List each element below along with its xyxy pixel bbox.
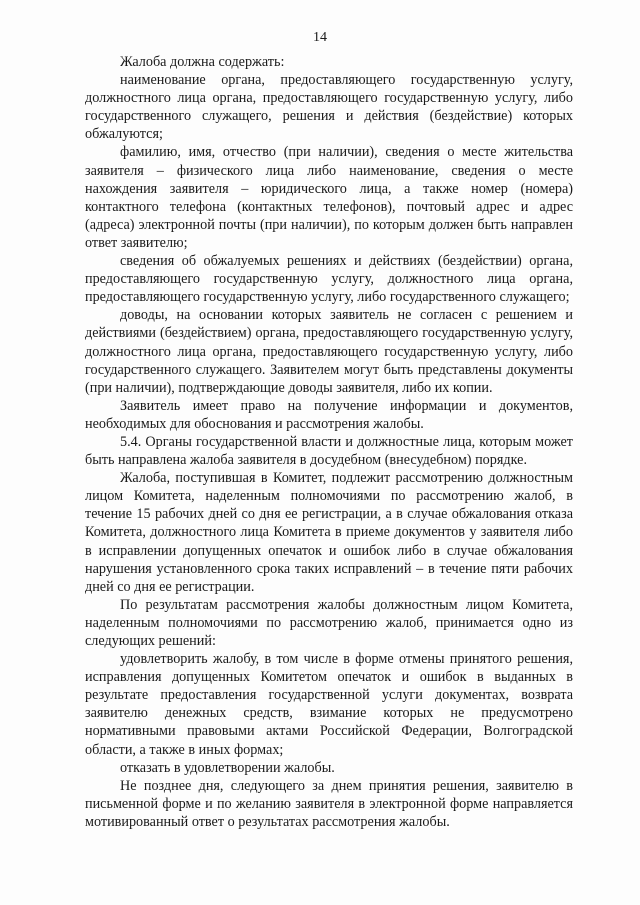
paragraph-review-terms: Жалоба, поступившая в Комитет, подлежит рассмотрению должностным лицом Комитета, наделенным полномочиями по рассмотрению жалоб, в течение 15 рабочих дней со дня ее регистрации, а в случае обжалования отказа Комитета, должностного лица Комитета в приеме документов у заявителя либо в исправлении допущенных опечаток и ошибок либо в случае обжалования нарушения установленного срока таких исправлений – в течение пяти рабочих дней со дня ее регистрации. (85, 470, 573, 595)
document-body (85, 53, 573, 831)
paragraph-right-to-information: Заявитель имеет право на получение информации и документов, необходимых для обоснования и рассмотрения жалобы. (85, 397, 573, 432)
paragraph-appealed-decisions: сведения об обжалуемых решениях и действиях (бездействии) органа, предоставляющего государственную услугу, должностного лица органа, предоставляющего государственную услугу, либо государственного служащего; (85, 253, 573, 306)
paragraph-refuse-complaint: отказать в удовлетворении жалобы. (120, 759, 335, 776)
paragraph-satisfy-complaint: удовлетворить жалобу, в том числе в форме отмены принятого решения, исправления допущенных Комитетом опечаток и ошибок в выданных в результате предоставления государственной услуги документах, возврата заявителю денежных средств, взимание которых не предусмотрено нормативными правовыми актами Российской Федерации, Волгоградской области, а также в иных формах; (85, 651, 573, 758)
paragraph-response-deadline: Не позднее дня, следующего за днем принятия решения, заявителю в письменной форме и по желанию заявителя в электронной форме направляется мотивированный ответ о результатах рассмотрения жалобы. (85, 777, 573, 830)
paragraph-applicant-info: фамилию, имя, отчество (при наличии), сведения о месте жительства заявителя – физического лица либо наименование, сведения о месте нахождения заявителя – юридического лица, а также номер (номера) контактного телефона (контактных телефонов), почтовый адрес и адрес (адреса) электронной почты (при наличии), по которым должен быть направлен ответ заявителю; (85, 144, 573, 251)
paragraph-section-5-4: 5.4. Органы государственной власти и должностные лица, которым может быть направлена жалоба заявителя в досудебном (внесудебном) порядке. (85, 433, 573, 469)
page-number: 14 (313, 30, 327, 45)
paragraph-review-results: По результатам рассмотрения жалобы должностным лицом Комитета, наделенным полномочиями по рассмотрению жалоб, принимается одно из следующих решений: (85, 596, 573, 649)
paragraph-arguments: доводы, на основании которых заявитель не согласен с решением и действиями (бездействием) органа, предоставляющего государственную услугу, должностного лица органа, предоставляющего государственную услугу, либо государственного служащего. Заявителем могут быть представлены документы (при наличии), подтверждающие доводы заявителя, либо их копии. (85, 307, 573, 396)
paragraph-complaint-contents-intro: Жалоба должна содержать: (120, 54, 285, 70)
paragraph-body-name: наименование органа, предоставляющего государственную услугу, должностного лица органа, предоставляющего государственную услугу, либо государственного служащего, решения и действия (бездействие) которых обжалуются; (85, 72, 573, 143)
